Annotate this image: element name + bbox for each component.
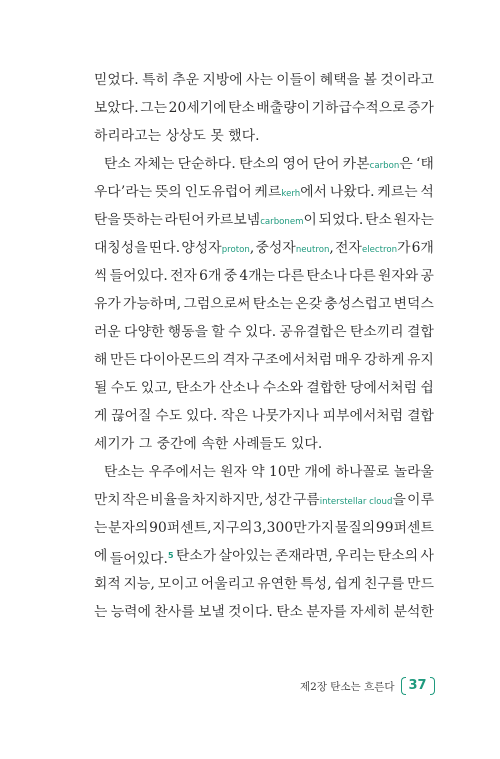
text-word: 에서: [300, 184, 328, 200]
text-word: 작은: [122, 492, 149, 508]
text-word: 강하게: [364, 352, 405, 368]
text-segment: 하리라고는 상상도 못 했다.: [94, 128, 260, 144]
text-word: 물질의: [334, 520, 376, 536]
text-word: 가: [397, 240, 411, 256]
text-line: [94, 262, 434, 290]
text-word: 추운: [172, 72, 200, 88]
text-word: 자세히: [350, 604, 391, 620]
text-word: 다른: [348, 268, 376, 284]
text-word: 는: [94, 520, 108, 536]
text-word: 지능,: [123, 576, 155, 592]
text-word: 는: [94, 604, 108, 620]
text-word: 자체는: [134, 156, 175, 172]
text-word: 특성,: [300, 576, 332, 592]
text-word: 그는: [140, 100, 168, 116]
text-word: 만든: [109, 352, 137, 368]
page-footer: [300, 677, 435, 695]
body-text: [94, 66, 434, 626]
text-word: 있다.: [244, 324, 277, 340]
text-word: 행동을: [167, 324, 209, 340]
text-word: 특히: [142, 72, 169, 88]
text-word: 단순하다.: [177, 156, 236, 172]
text-word: 카르보넴: [206, 212, 261, 228]
text-word: 작은: [221, 408, 248, 424]
text-line: [94, 94, 434, 122]
text-word: 비율을: [150, 492, 191, 508]
text-word: 다른: [277, 268, 305, 284]
text-line: [94, 122, 434, 150]
text-word: 분자의: [108, 520, 149, 536]
text-word: 살아있는: [218, 548, 273, 564]
text-word: 구조에서처럼: [251, 352, 333, 368]
text-word: 중성자: [255, 240, 296, 256]
text-word: 원자: [220, 464, 247, 480]
text-word: 어울리고: [200, 576, 255, 592]
text-word: 수소와: [262, 380, 304, 396]
text-word: 사는: [246, 72, 273, 88]
text-word: 충성스럽고: [324, 296, 392, 312]
text-word: 나뭇가지나: [251, 408, 319, 424]
text-word: 것이다.: [228, 604, 273, 620]
text-word: 유지: [407, 352, 434, 368]
text-word: 탄소: [276, 604, 304, 620]
text-word: 약: [251, 464, 265, 480]
text-line: [94, 318, 434, 346]
text-word: 들어있다.: [109, 551, 168, 567]
text-word: 6개: [411, 240, 434, 256]
text-word: 대칭성을: [94, 240, 148, 256]
text-line: [94, 178, 434, 206]
text-word: 99퍼센트: [375, 520, 434, 536]
text-word: 6개: [199, 268, 222, 284]
text-word: 씩: [94, 268, 108, 284]
text-word: 이: [303, 212, 317, 228]
text-word: 이루: [407, 492, 434, 508]
text-word: 원자는: [393, 212, 434, 228]
text-word: 쉽: [420, 380, 434, 396]
text-word: 것이라고: [380, 72, 434, 88]
text-word: 탄소끼리: [350, 324, 404, 340]
text-word: 석: [420, 184, 434, 200]
text-word: 공유결합은: [279, 324, 347, 340]
text-word: 할: [211, 324, 225, 340]
text-word: 결합한: [306, 380, 347, 396]
text-word: 탄소는: [104, 464, 145, 480]
text-word: 지구의: [212, 520, 253, 536]
text-word: 탄소는: [252, 296, 294, 312]
text-word: 피부에서처럼: [322, 408, 404, 424]
text-word: 다이아몬드의: [139, 352, 220, 368]
text-word: 들어있다.: [109, 268, 168, 284]
text-line: [94, 570, 434, 598]
text-word: 우주에서는: [148, 464, 216, 480]
text-word: 지방에: [202, 72, 243, 88]
text-line: [94, 374, 434, 402]
text-word: 존재라면,: [274, 548, 333, 564]
english-gloss: kerh: [281, 189, 301, 199]
text-word: 수도: [110, 380, 138, 396]
text-line: [94, 290, 434, 318]
text-line: [94, 514, 434, 542]
text-word: 10만: [268, 464, 301, 480]
text-word: 당에서처럼: [350, 380, 418, 396]
text-word: 믿었다.: [94, 72, 139, 88]
text-word: 가지: [307, 520, 335, 536]
text-word: 산소나: [219, 380, 260, 396]
text-word: 개에: [304, 464, 332, 480]
text-word: 될: [94, 380, 108, 396]
text-word: 원자와: [377, 268, 419, 284]
text-word: 해: [94, 352, 108, 368]
text-word: 만치: [94, 492, 121, 508]
text-word: 되었다.: [318, 212, 364, 228]
text-word: 인도유럽어: [184, 184, 252, 200]
text-word: 모이고: [157, 576, 199, 592]
text-line: [94, 542, 434, 570]
text-word: 우다’라는: [94, 184, 153, 200]
text-line: [94, 402, 434, 430]
text-line: [94, 234, 434, 262]
text-word: 차지하지만,: [191, 492, 264, 508]
text-word: 있다.: [185, 408, 218, 424]
text-word: 분석한: [393, 604, 434, 620]
text-word: 탄소가: [175, 380, 216, 396]
english-gloss: electron: [361, 245, 398, 255]
text-word: 탄소의: [239, 156, 280, 172]
text-word: 영어: [282, 156, 310, 172]
text-word: 분자를: [306, 604, 347, 620]
text-word: 케르: [254, 184, 282, 200]
text-word: 중: [223, 268, 238, 284]
english-gloss: carbonem: [260, 217, 304, 227]
page-number: 37: [401, 677, 435, 695]
running-header-chapter-title: 제2장 탄소는 흐른다: [300, 680, 395, 693]
text-word: 유가: [94, 296, 121, 312]
text-line: [94, 150, 434, 178]
text-word: 러운: [94, 324, 121, 340]
text-word: 카본: [342, 156, 370, 172]
text-word: 탄소가: [176, 548, 217, 564]
text-word: 은: [399, 156, 413, 172]
text-word: 다양한: [124, 324, 165, 340]
text-word: 있고,: [140, 380, 173, 396]
text-word: 결합: [407, 408, 434, 424]
english-gloss: neutron: [295, 245, 330, 255]
text-word: ‘태: [416, 156, 434, 172]
text-word: 혜택을: [319, 72, 361, 88]
text-word: 3,300만: [253, 520, 307, 536]
english-gloss: carbon: [369, 161, 400, 171]
text-word: 탄소의: [377, 548, 419, 564]
text-word: 나왔다.: [329, 184, 375, 200]
text-word: 끊어질: [111, 408, 152, 424]
text-line: [94, 66, 434, 94]
text-word: 라틴어: [164, 212, 205, 228]
text-word: 능력에: [110, 604, 152, 620]
text-word: 매우: [334, 352, 362, 368]
text-word: 탄소: [104, 156, 131, 172]
text-word: 을: [392, 492, 406, 508]
english-gloss: interstellar cloud: [319, 497, 393, 507]
text-word: 볼: [363, 72, 377, 88]
text-word: 배출량이: [256, 100, 311, 116]
text-word: 전자: [335, 240, 362, 256]
text-word: 탄을: [94, 212, 121, 228]
text-word: 구름: [292, 492, 320, 508]
text-word: 이들이: [276, 72, 317, 88]
text-line: [94, 598, 434, 626]
text-word: 사: [420, 548, 434, 564]
text-word: 뜻의: [154, 184, 182, 200]
text-word: 증가: [407, 100, 434, 116]
text-word: 단어: [312, 156, 340, 172]
text-line: [94, 430, 434, 458]
text-word: 변덕스: [393, 296, 434, 312]
text-word: 가능하며,: [123, 296, 182, 312]
english-gloss: proton: [221, 245, 250, 255]
text-word: 탄소: [365, 212, 392, 228]
text-word: 기하급수적으로: [311, 100, 406, 116]
text-word: 에: [94, 548, 108, 564]
text-word: ,: [329, 240, 334, 256]
text-word: 4개는: [239, 268, 276, 284]
text-word: 찬사를: [154, 604, 195, 620]
text-word: 게: [94, 408, 108, 424]
text-word: 친구를: [364, 576, 405, 592]
footnote-marker: 5: [167, 551, 174, 560]
text-word: 양성자: [181, 240, 222, 256]
text-word: 놀라울: [393, 464, 434, 480]
text-word: ,: [249, 240, 255, 256]
text-word: 온갖: [295, 296, 323, 312]
text-word: 90퍼센트,: [149, 520, 212, 536]
text-word: 보았다.: [94, 100, 139, 116]
text-line: [94, 346, 434, 374]
text-line: [94, 206, 434, 234]
text-word: 격자: [222, 352, 250, 368]
text-word: 탄소나: [306, 268, 347, 284]
text-word: 유연한: [257, 576, 298, 592]
text-word: 우리는: [335, 548, 376, 564]
text-word: 수도: [155, 408, 183, 424]
text-segment: 세기가 그 중간에 속한 사례들도 있다.: [94, 436, 323, 452]
text-word: 하나꼴로: [335, 464, 390, 480]
text-word: 전자: [170, 268, 197, 284]
text-word: 성간: [264, 492, 292, 508]
text-word: 케르는: [377, 184, 418, 200]
text-line: [94, 486, 434, 514]
text-word: 회적: [94, 576, 121, 592]
text-word: 쉽게: [334, 576, 362, 592]
text-word: 탄소: [228, 100, 255, 116]
text-word: 결합: [407, 324, 434, 340]
text-word: 만드: [407, 576, 434, 592]
text-word: 뜻하는: [122, 212, 163, 228]
text-word: 20세기에: [168, 100, 227, 116]
text-line: [94, 458, 434, 486]
text-word: 공: [420, 268, 434, 284]
text-word: 보낼: [197, 604, 225, 620]
text-word: 띤다.: [148, 240, 181, 256]
text-word: 그럼으로써: [183, 296, 251, 312]
text-word: 수: [228, 324, 242, 340]
